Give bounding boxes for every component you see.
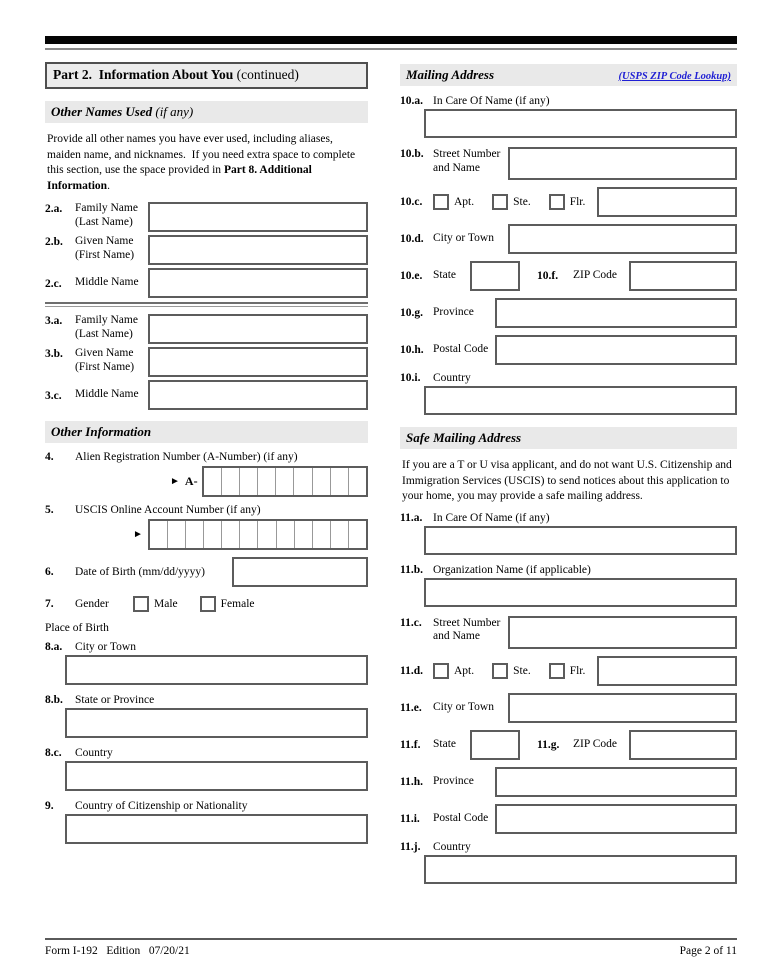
field-row-7 [45, 596, 368, 612]
street-label: Street Number and Name [433, 148, 501, 174]
field-label: Given Name (First Name) [75, 347, 135, 373]
uscis-account-comb-input[interactable] [148, 519, 368, 550]
birth-city-label: City or Town [75, 641, 136, 653]
mailing-apt-number-input[interactable] [597, 187, 737, 217]
item-number: 8.c. [45, 747, 62, 759]
mailing-street-input[interactable] [508, 147, 737, 180]
item-number: 11.f. [400, 738, 421, 751]
state-label: State [433, 269, 456, 282]
safe-mailing-instructions: If you are a T or U visa applicant, and do not want U.S. Citizenship and Immigration Services (USCIS) to send notices about this application to your home, you may provide a safe mailing address. [402, 459, 735, 502]
a-number-label: Alien Registration Number (A-Number) (if any) [75, 451, 298, 463]
item-number: 6. [45, 566, 54, 578]
item-number: 11.g. [537, 738, 560, 751]
country-label: Country [433, 840, 471, 853]
birth-city-input[interactable] [65, 655, 368, 685]
field-row-11c [400, 616, 737, 649]
a-number-comb-input[interactable] [202, 466, 368, 497]
part2-header [45, 62, 368, 89]
safe-state-input[interactable] [470, 730, 520, 760]
field-label-row-8a [45, 641, 368, 653]
mailing-postal-code-input[interactable] [495, 335, 737, 365]
male-checkbox[interactable] [133, 596, 149, 612]
safe-in-care-of-input[interactable] [424, 526, 737, 555]
item-number: 11.d. [400, 664, 424, 677]
item-number: 2.c. [45, 277, 62, 290]
item-number: 5. [45, 504, 54, 516]
safe-country-input[interactable] [424, 855, 737, 884]
postal-code-label: Postal Code [433, 811, 489, 824]
arrow-right-icon: ► [133, 529, 143, 540]
item-number: 3.c. [45, 389, 62, 402]
field-row-3a [45, 314, 368, 344]
field-row-11i [400, 804, 737, 834]
item-number: 4. [45, 451, 54, 463]
item-number: 9. [45, 800, 54, 812]
arrow-right-icon: ► [170, 476, 180, 487]
field-row-11d [400, 656, 737, 686]
family-name-2a-input[interactable] [148, 202, 368, 232]
section-header-other-names [45, 101, 368, 123]
ste-option-label: Ste. [513, 196, 531, 208]
in-care-of-label: In Care Of Name (if any) [433, 511, 550, 524]
item-number: 2.a. [45, 203, 63, 215]
field-row-6 [45, 557, 368, 587]
a-number-prefix: A- [184, 474, 198, 488]
field-row-10b [400, 147, 737, 180]
item-number: 10.g. [400, 307, 423, 319]
field-row-2a [45, 202, 368, 232]
apt-checkbox[interactable] [433, 194, 449, 210]
mailing-state-input[interactable] [470, 261, 520, 291]
field-row-3c [45, 380, 368, 410]
field-label: Middle Name [75, 276, 139, 289]
flr-option-label: Flr. [569, 664, 586, 677]
city-label: City or Town [433, 232, 494, 245]
middle-name-2c-input[interactable] [148, 268, 368, 298]
other-names-instructions [47, 132, 366, 194]
field-label-row-11j [400, 841, 737, 853]
mailing-zip-input[interactable] [629, 261, 737, 291]
item-number: 10.i. [400, 372, 421, 384]
part2-title: Part 2. Information About You [53, 67, 234, 82]
family-name-3a-input[interactable] [148, 314, 368, 344]
ste-option-label: Ste. [513, 664, 531, 677]
field-row-3b [45, 347, 368, 377]
footer-form-edition: Form I-192 Edition 07/20/21 [45, 945, 190, 957]
other-names-title: Other Names Used [51, 104, 153, 119]
other-names-title-suffix: (if any) [152, 104, 194, 119]
zip-label: ZIP Code [573, 269, 617, 282]
apt-checkbox[interactable] [433, 663, 449, 679]
uscis-account-label: USCIS Online Account Number (if any) [75, 504, 261, 516]
field-row-2c [45, 268, 368, 298]
in-care-of-label: In Care Of Name (if any) [433, 95, 550, 107]
citizenship-country-label: Country of Citizenship or Nationality [75, 800, 248, 812]
safe-postal-code-input[interactable] [495, 804, 737, 834]
usps-zip-lookup-link[interactable]: (USPS ZIP Code Lookup) [618, 71, 731, 82]
a-number-field-row [170, 466, 368, 497]
field-row-11e [400, 693, 737, 723]
field-label-row-10i [400, 372, 737, 384]
field-row-10d [400, 224, 737, 254]
item-number: 11.j. [400, 840, 421, 853]
ste-checkbox[interactable] [492, 194, 508, 210]
field-label: Family Name (Last Name) [75, 202, 138, 228]
footer-page-number: Page 2 of 11 [679, 945, 737, 957]
birth-state-label: State or Province [75, 694, 155, 706]
name-group-divider [45, 302, 368, 307]
field-label-row-9 [45, 800, 368, 812]
uscis-account-field-row [133, 519, 368, 550]
field-row-2b [45, 235, 368, 265]
province-label: Province [433, 774, 474, 787]
given-name-3b-input[interactable] [148, 347, 368, 377]
item-number: 3.a. [45, 315, 63, 327]
middle-name-3c-input[interactable] [148, 380, 368, 410]
citizenship-country-input[interactable] [65, 814, 368, 844]
zip-label: ZIP Code [573, 737, 617, 750]
province-label: Province [433, 306, 474, 319]
other-information-title: Other Information [51, 424, 152, 439]
instructions-bold-ref: Part 8. Additional Information [47, 164, 315, 192]
safe-zip-input[interactable] [629, 730, 737, 760]
item-number: 11.e. [400, 701, 422, 714]
street-label: Street Number and Name [433, 616, 501, 642]
left-column [45, 62, 368, 853]
birth-country-label: Country [75, 747, 113, 759]
field-label-row-11a [400, 512, 737, 524]
instructions-text: Provide all other names you have ever used, including aliases, maiden name, and nicknames. If you need extra space to complete this section, use the space provided in [47, 133, 359, 176]
item-number: 11.h. [400, 775, 424, 788]
item-number: 7. [45, 598, 54, 610]
given-name-2b-input[interactable] [148, 235, 368, 265]
gender-label: Gender [75, 598, 109, 610]
safe-organization-input[interactable] [424, 578, 737, 607]
mailing-province-input[interactable] [495, 298, 737, 328]
birth-country-input[interactable] [65, 761, 368, 791]
field-label: Family Name (Last Name) [75, 314, 138, 340]
item-number: 8.a. [45, 641, 63, 653]
field-label-row-4 [45, 451, 368, 463]
dob-label: Date of Birth (mm/dd/yyyy) [75, 566, 205, 578]
field-row-10e-10f [400, 261, 737, 291]
field-label-row-8b [45, 694, 368, 706]
safe-mailing-title: Safe Mailing Address [406, 430, 522, 445]
item-number: 2.b. [45, 236, 63, 248]
field-label: Given Name (First Name) [75, 235, 135, 261]
mailing-city-input[interactable] [508, 224, 737, 254]
item-number: 10.a. [400, 95, 423, 107]
organization-name-label: Organization Name (if applicable) [433, 563, 591, 576]
safe-city-input[interactable] [508, 693, 737, 723]
female-option-label: Female [220, 598, 255, 610]
item-number: 11.b. [400, 563, 424, 576]
male-option-label: Male [154, 598, 178, 610]
item-number: 10.f. [537, 270, 559, 282]
date-of-birth-input[interactable] [232, 557, 368, 587]
mailing-country-input[interactable] [424, 386, 737, 415]
mailing-address-title: Mailing Address [406, 67, 495, 82]
top-bar-underline [45, 48, 737, 50]
mailing-in-care-of-input[interactable] [424, 109, 737, 138]
field-label-row-11b [400, 564, 737, 576]
item-number: 11.i. [400, 812, 420, 825]
postal-code-label: Postal Code [433, 343, 489, 356]
safe-apt-number-input[interactable] [597, 656, 737, 686]
section-header-safe-mailing [400, 427, 737, 449]
place-of-birth-heading: Place of Birth [45, 622, 109, 634]
birth-state-input[interactable] [65, 708, 368, 738]
field-row-10g [400, 298, 737, 328]
item-number: 10.h. [400, 344, 424, 356]
ste-checkbox[interactable] [492, 663, 508, 679]
item-number: 10.c. [400, 196, 423, 208]
item-number: 8.b. [45, 694, 63, 706]
footer-rule [45, 938, 737, 940]
state-label: State [433, 737, 456, 750]
field-row-11h [400, 767, 737, 797]
instructions-period: . [107, 179, 110, 192]
part2-title-continued: (continued) [233, 67, 299, 82]
section-header-mailing-address [400, 64, 737, 86]
field-row-10c [400, 187, 737, 217]
item-number: 10.d. [400, 233, 424, 245]
section-header-other-information [45, 421, 368, 443]
top-black-bar [45, 36, 737, 44]
apt-option-label: Apt. [454, 664, 475, 677]
right-column [400, 64, 737, 893]
country-label: Country [433, 372, 471, 384]
field-label-row-5 [45, 504, 368, 516]
field-row-11f-11g [400, 730, 737, 760]
field-row-10h [400, 335, 737, 365]
field-label: Middle Name [75, 388, 139, 401]
flr-checkbox[interactable] [549, 194, 565, 210]
city-label: City or Town [433, 700, 494, 713]
item-number: 10.b. [400, 148, 424, 160]
field-label-row-8c [45, 747, 368, 759]
item-number: 11.a. [400, 511, 423, 524]
safe-street-input[interactable] [508, 616, 737, 649]
field-label-row-10a [400, 95, 737, 107]
apt-option-label: Apt. [454, 196, 475, 208]
female-checkbox[interactable] [200, 596, 216, 612]
flr-checkbox[interactable] [549, 663, 565, 679]
item-number: 11.c. [400, 616, 422, 629]
safe-province-input[interactable] [495, 767, 737, 797]
flr-option-label: Flr. [569, 196, 586, 208]
item-number: 10.e. [400, 270, 423, 282]
item-number: 3.b. [45, 348, 63, 360]
